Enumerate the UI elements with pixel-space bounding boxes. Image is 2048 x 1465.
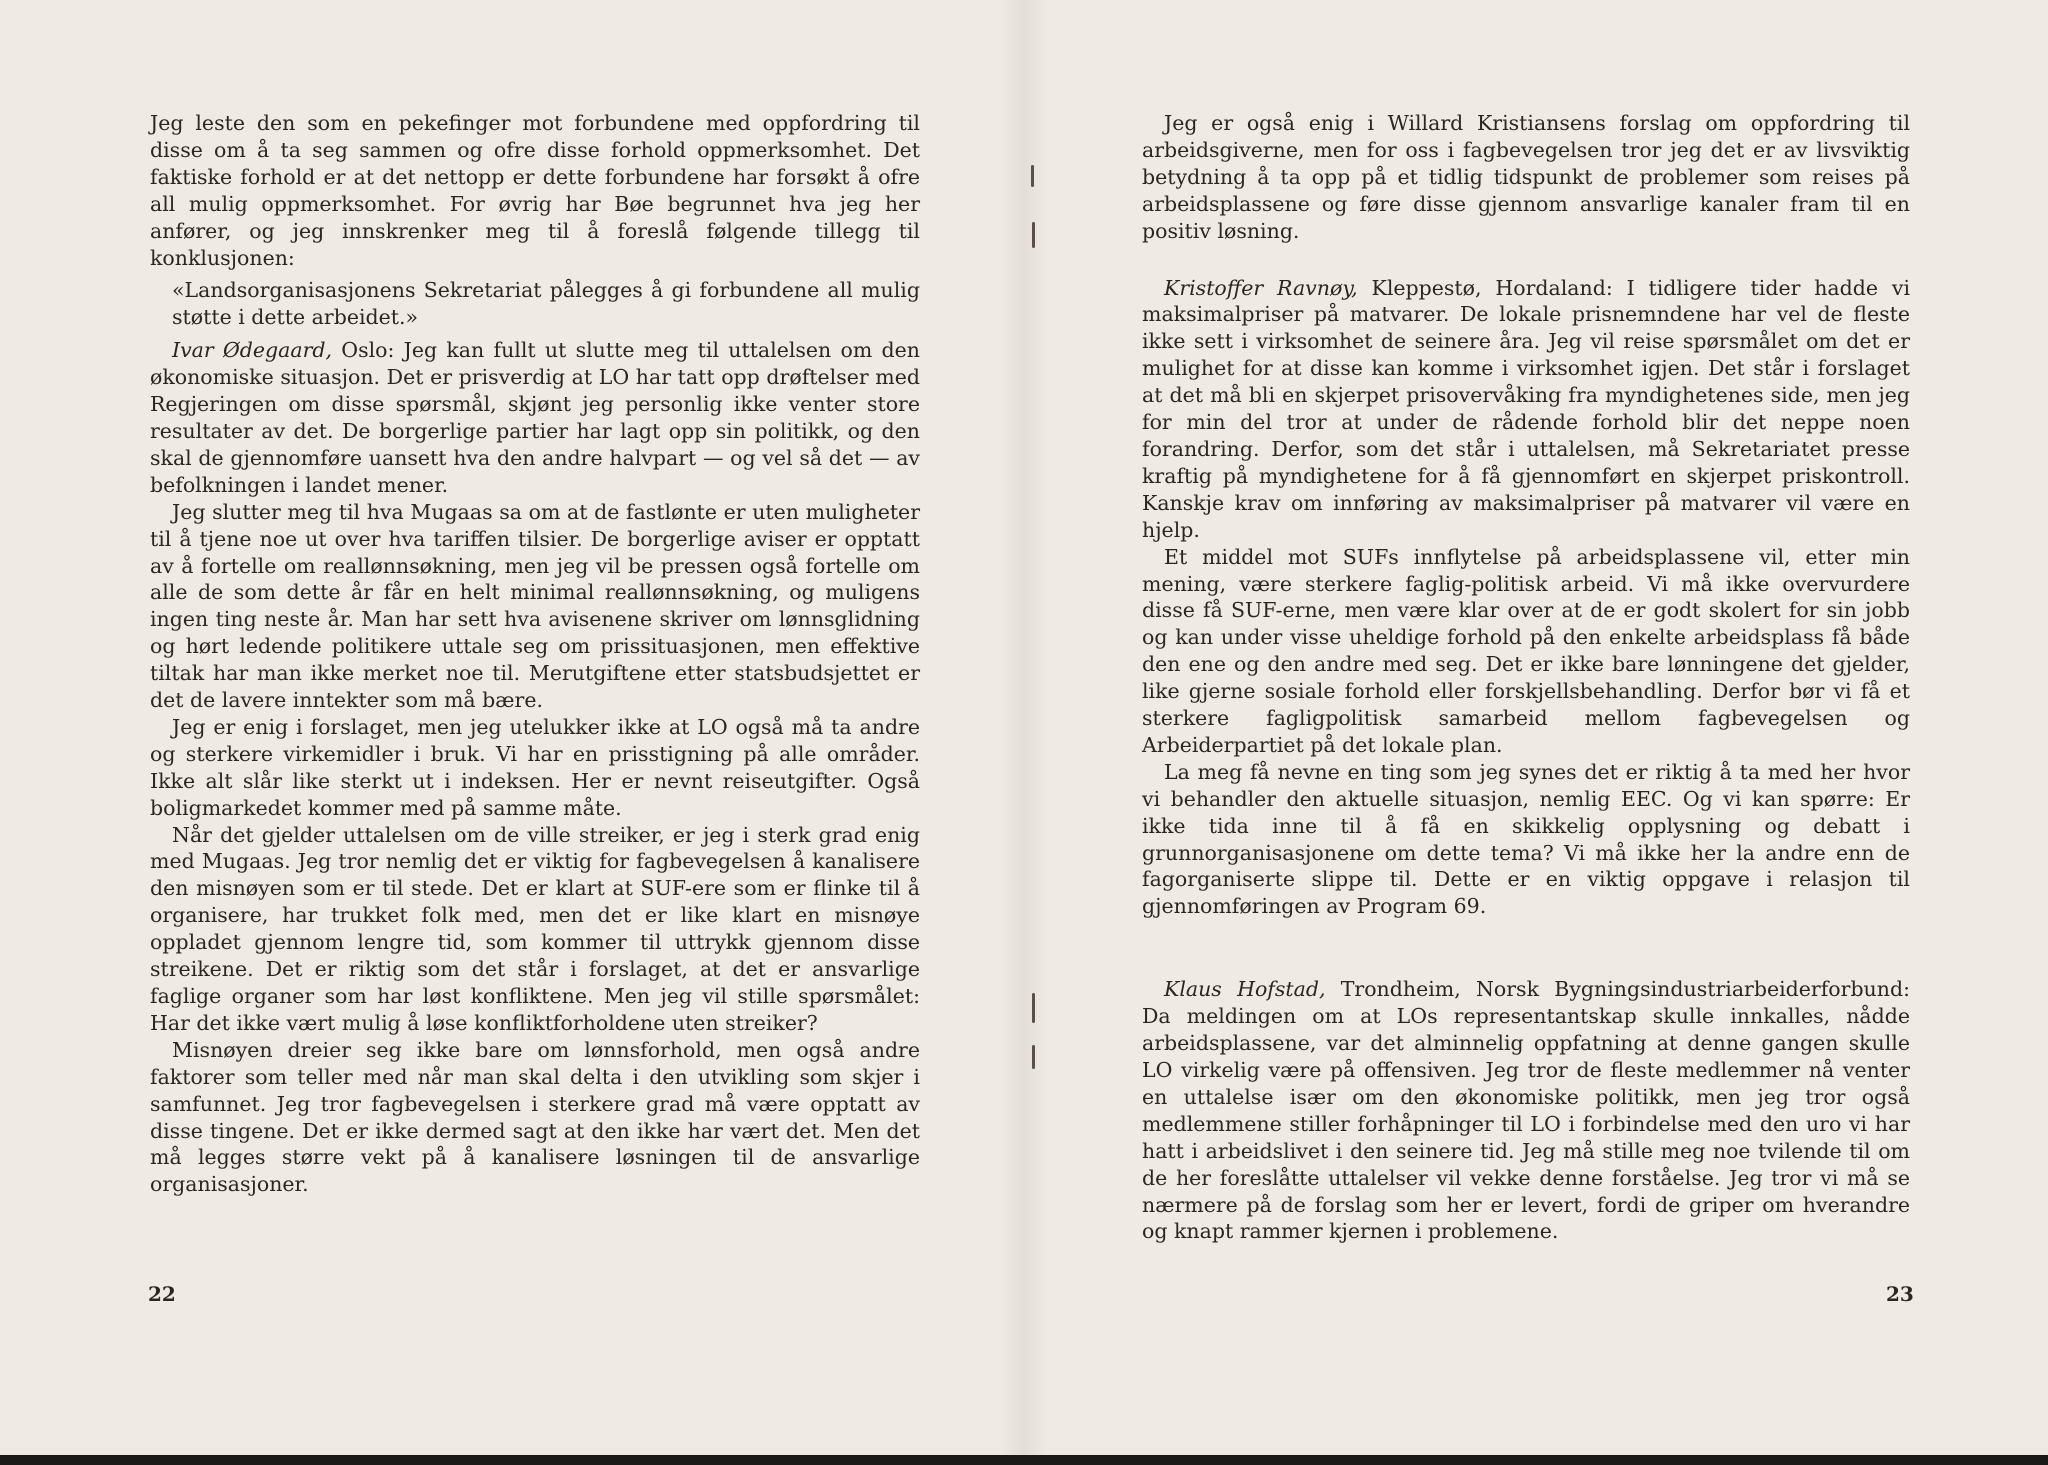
speaker-name: Kristoffer Ravnøy, bbox=[1164, 275, 1358, 300]
paragraph-text: Trondheim, Norsk Bygningsindustriarbeiderforbund: Da meldingen om at LOs representantskap skulle innkalles, nådde arbeidsplassene, var det alminnelig oppfatning at denne gangen skulle LO virkelig være på offensiven. Jeg tror de fleste medlemmer nå venter en uttalelse især om den økonomiske politikk, men jeg tror også medlemmene stiller forhåpninger til LO i forbindelse med den uro vi har hatt i arbeidslivet i den seinere tid. Jeg må stille meg noe tvilende til om de her foreslåtte uttalelser vil vekke denne forståelse. Jeg tror vi må se nærmere på de forslag som her er levert, fordi de griper om hverandre og knapt rammer kjernen i problemene. bbox=[1142, 977, 1910, 1244]
paragraph: Jeg er også enig i Willard Kristiansens forslag om oppfordring til arbeidsgiverne, men for oss i fagbevegelsen tror jeg det er av livsviktig betydning å ta opp på et tidlig tidspunkt de problemer som reises på arbeidsplassene og føre disse gjennom ansvarlige kanaler fram til en positiv løsning. bbox=[1142, 111, 1910, 243]
page-number: 23 bbox=[1886, 1282, 1914, 1306]
staple-mark bbox=[1032, 993, 1035, 1023]
speaker-paragraph bbox=[150, 337, 920, 498]
page-bottom-edge bbox=[0, 1455, 2048, 1465]
left-page bbox=[150, 110, 920, 1198]
speaker-name: Ivar Ødegaard, bbox=[172, 338, 333, 363]
paragraph-text: Oslo: Jeg kan fullt ut slutte meg til uttalelsen om den økonomiske situasjon. Det er prisverdig at LO har tatt opp drøftelser med Regjeringen om disse spørsmål, skjønt jeg personlig ikke venter store resultater av det. De borgerlige partier har lagt opp sin politikk, og den skal de gjennomføre uansett hva den andre halvpart — og vel så det — av befolkningen i landet mener. bbox=[150, 338, 920, 497]
speaker-paragraph bbox=[1142, 976, 1910, 1245]
page-number: 22 bbox=[148, 1282, 176, 1306]
paragraph: Jeg er enig i forslaget, men jeg utelukker ikke at LO også må ta andre og sterkere virkemidler i bruk. Vi har en prisstigning på alle områder. Ikke alt slår like sterkt ut i indeksen. Her er nevnt reiseutgifter. Også boligmarkedet kommer med på samme måte. bbox=[150, 714, 920, 820]
gutter-shadow bbox=[1000, 0, 1048, 1465]
paragraph: Jeg slutter meg til hva Mugaas sa om at de fastlønte er uten muligheter til å tjene noe ut over hva tariffen tilsier. De borgerlige aviser er opptatt av å fortelle om reallønnsøkning, men jeg vil be pressen også fortelle om alle de som dette år får en helt minimal reallønnsøkning, og muligens ingen ting neste år. Man har sett hva avisenene skriver om lønnsglidning og hørt ledende politikere uttale seg om prissituasjonen, men effektive tiltak har man ikke merket noe til. Merutgiftene etter statsbudsjettet er det de lavere inntekter som må bære. bbox=[150, 499, 920, 713]
paragraph: Jeg leste den som en pekefinger mot forbundene med oppfordring til disse om å ta seg sammen og ofre disse forhold oppmerksomhet. Det faktiske forhold er at det nettopp er dette forbundene har forsøkt å ofre all mulig oppmerksomhet. For øvrig har Bøe begrunnet hva jeg her anfører, og jeg innskrenker meg til å foreslå følgende tillegg til konklusjonen: bbox=[150, 111, 920, 270]
paragraph: La meg få nevne en ting som jeg synes det er riktig å ta med her hvor vi behandler den aktuelle situasjon, nemlig EEC. Og vi kan spørre: Er ikke tida inne til å få en skikkelig opplysning og debatt i grunnorganisasjonene om dette tema? Vi må ikke her la andre enn de fagorganiserte slippe til. Dette er en viktig oppgave i relasjon til gjennomføringen av Program 69. bbox=[1142, 759, 1910, 919]
quote-paragraph: «Landsorganisasjonens Sekretariat pålegges å gi forbundene all mulig støtte i dette arbeidet.» bbox=[172, 278, 920, 330]
speaker-paragraph bbox=[1142, 275, 1910, 544]
paragraph: Når det gjelder uttalelsen om de ville streiker, er jeg i sterk grad enig med Mugaas. Jeg tror nemlig det er viktig for fagbevegelsen å kanalisere den misnøyen som er til stede. Det er klart at SUF-ere som er flinke til å organisere, har trukket folk med, men det er like klart en misnøye oppladet gjennom lengre tid, som kommer til uttrykk gjennom disse streikene. Det er riktig som det står i forslaget, at det er ansvarlige faglige organer som har løst konfliktene. Men jeg vil stille spørsmålet: Har det ikke vært mulig å løse konfliktforholdene uten streiker? bbox=[150, 822, 920, 1035]
staple-mark bbox=[1032, 1045, 1035, 1069]
staple-mark bbox=[1032, 222, 1035, 248]
right-page bbox=[1142, 110, 1910, 1245]
paragraph-text: Kleppestø, Hordaland: I tidligere tider hadde vi maksimalpriser på matvarer. De lokale prisnemndene har vel de fleste ikke sett i virksomhet de seinere åra. Jeg vil reise spørsmålet om det er mulighet for at disse kan komme i virksomhet igjen. Det står i forslaget at det må bli en skjerpet prisovervåking fra myndighetenes side, men jeg for min del tror at under de rådende forhold blir det neppe noen forandring. Derfor, som det står i uttalelsen, må Sekretariatet presse kraftig på myndighetene for å få gjennomført en skjerpet priskontroll. Kanskje krav om innføring av maksimalpriser på matvarer vil være en hjelp. bbox=[1142, 275, 1911, 542]
speaker-name: Klaus Hofstad, bbox=[1164, 977, 1326, 1002]
paragraph: Et middel mot SUFs innflytelse på arbeidsplassene vil, etter min mening, være sterkere faglig-politisk arbeid. Vi må ikke overvurdere disse få SUF-erne, men være klar over at de er godt skolert for sin jobb og kan under visse uheldige forhold på den enkelte arbeidsplass få både den ene og den andre med seg. Det er ikke bare lønningene det gjelder, like gjerne sosiale forhold eller forskjellsbehandling. Derfor bør vi få et sterkere fagligpolitisk samarbeid mellom fagbevegelsen og Arbeiderpartiet på det lokale plan. bbox=[1142, 544, 1910, 757]
paragraph: Misnøyen dreier seg ikke bare om lønnsforhold, men også andre faktorer som teller med når man skal delta i den utvikling som skjer i samfunnet. Jeg tror fagbevegelsen i sterkere grad må være opptatt av disse tingene. Det er ikke dermed sagt at den ikke har vært det. Men det må legges større vekt på å kanalisere løsningen til de ansvarlige organisasjoner. bbox=[150, 1037, 920, 1197]
staple-mark bbox=[1031, 165, 1034, 187]
